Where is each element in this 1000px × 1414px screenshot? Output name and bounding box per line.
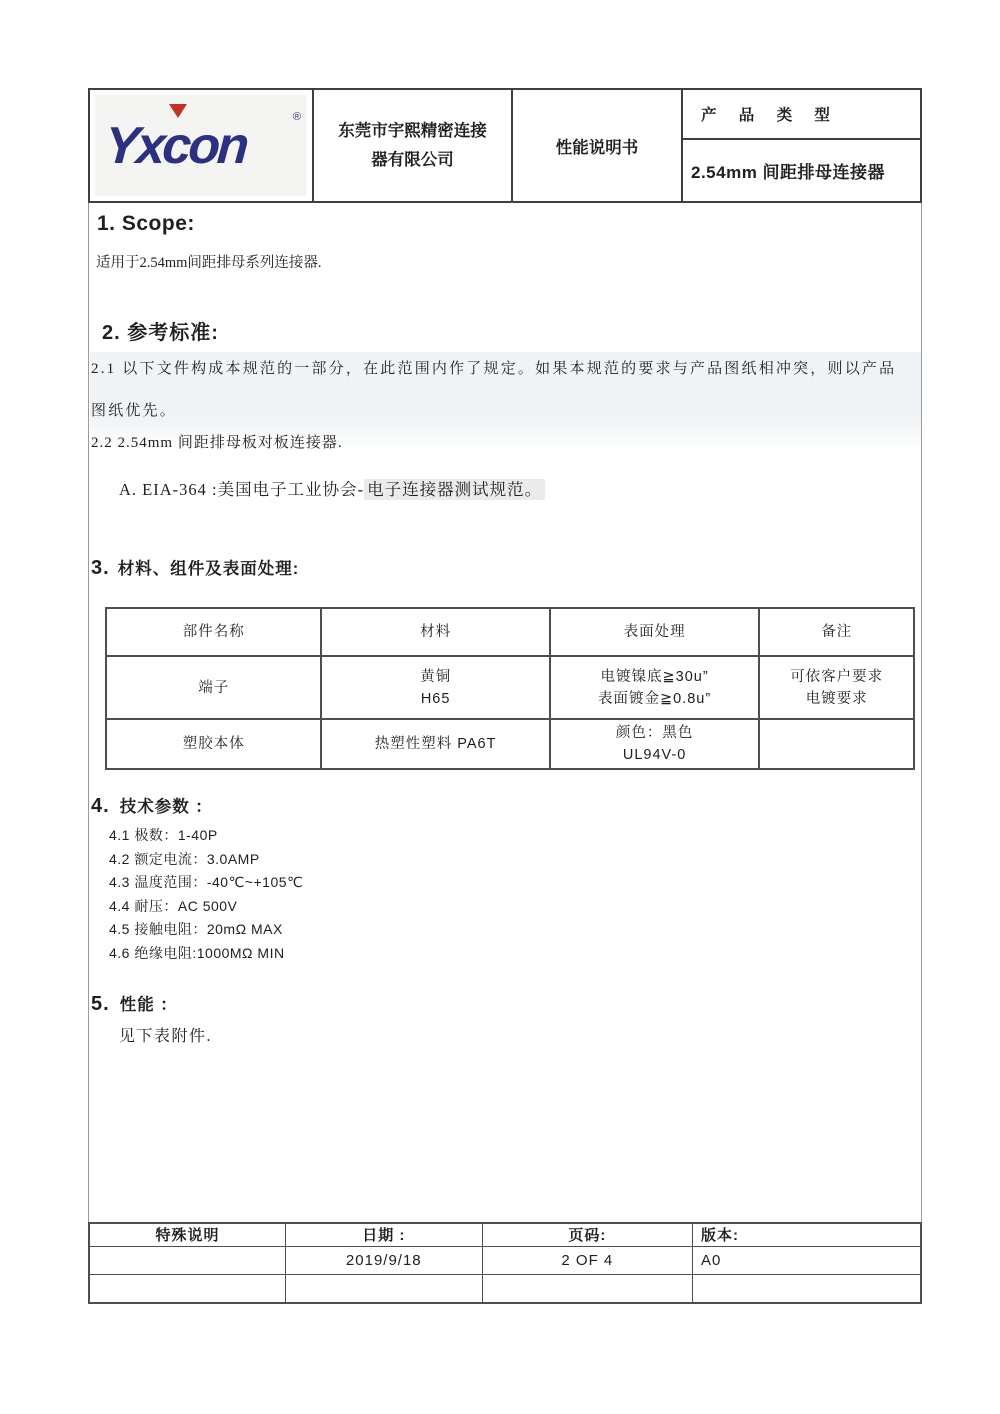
spec-item-voltage: 4.4 耐压：AC 500V [109,897,238,914]
section4-title-text: 技术参数 ： [119,798,213,816]
cell-surface [550,656,760,719]
cell-part-name: 端子 [106,656,321,719]
cell-material [321,656,549,719]
section2-highlight-band [90,352,921,451]
cell-surface [550,719,760,769]
footer-page-value: 2 OF 4 [482,1246,692,1274]
cell-surface-line1: 颜色：黑色 [615,725,694,741]
section5-title-text: 性能 ： [119,996,178,1014]
section4-title [91,793,213,818]
section3-title-text: 材料、组件及表面处理: [117,560,300,578]
section5-body: 见下表附件. [119,1028,213,1045]
reference-standard-prefix: A. EIA-364 :美国电子工业协会- [119,480,365,499]
footer-date-label: 日期 : [285,1223,482,1246]
logo-wordmark: Yxcon [102,116,249,175]
footer-special-note-value [89,1246,285,1274]
cell-note [759,656,914,719]
cell-note [759,719,914,769]
footer-empty-cell [89,1274,285,1303]
footer-special-note-label: 特殊说明 [89,1223,285,1246]
header-table [88,88,922,203]
company-name-line2: 器有限公司 [371,150,454,169]
footer-page-label: 页码: [482,1223,692,1246]
section4-number: 4. [91,795,110,817]
materials-row-housing [106,719,914,769]
section5-title [91,991,178,1016]
reference-standard-highlight: 电子连接器测试规范。 [364,479,545,500]
materials-row-terminal [106,656,914,719]
materials-header-row [106,608,914,656]
materials-header-material: 材料 [321,608,549,656]
clause-2-2: 2.2 2.54mm 间距排母板对板连接器. [91,435,343,451]
materials-header-note: 备注 [759,608,914,656]
section1-body: 适用于2.54mm间距排母系列连接器. [96,255,322,271]
spec-item-poles: 4.1 极数：1-40P [109,827,218,843]
clause-2-1-line2: 图纸优先。 [91,403,178,419]
footer-empty-row [89,1274,921,1303]
cell-material-line2: H65 [420,690,451,707]
spec-item-temperature: 4.3 温度范围：-40℃~+105℃ [109,874,304,890]
cell-part-name: 塑胶本体 [106,719,321,769]
document-type: 性能说明书 [513,90,683,201]
footer-version-label: 版本: [693,1223,921,1246]
footer-version-value: A0 [693,1246,921,1274]
materials-table [105,607,915,770]
reference-standard-note [119,476,545,500]
product-type-value: 2.54mm 间距排母连接器 [691,163,886,182]
footer-date-value: 2019/9/18 [285,1246,482,1274]
company-name [314,90,513,201]
materials-header-surface: 表面处理 [550,608,760,656]
logo-triangle-icon [169,104,187,118]
company-logo [95,95,307,196]
company-name-line1: 东莞市宇熙精密连接 [338,122,487,141]
footer-table [88,1222,922,1304]
document-body [88,203,922,1222]
footer-empty-cell [482,1274,692,1303]
section2-title: 2. 参考标准: [102,322,219,344]
section1-title: 1. Scope: [97,212,195,235]
product-type-cell [683,90,920,201]
logo-cell [90,90,314,201]
footer-values-row [89,1246,921,1274]
section3-number: 3. [91,557,110,579]
registered-trademark-icon: ® [292,111,301,123]
spec-item-insulation-resistance: 4.6 绝缘电阻:1000MΩ MIN [109,944,285,961]
spec-list [109,824,303,965]
footer-header-row [89,1223,921,1246]
materials-header-part: 部件名称 [106,608,321,656]
spec-item-contact-resistance: 4.5 接触电阻：20mΩ MAX [109,921,283,937]
spec-item-current: 4.2 额定电流：3.0AMP [109,850,260,867]
clause-2-1-line1: 2.1 以下文件构成本规范的一部分，在此范围内作了规定。如果本规范的要求与产品图纸相冲突，则以产品 [91,361,897,377]
cell-note-line1: 可依客户要求 [790,668,884,685]
section5-number: 5. [91,993,110,1015]
footer-empty-cell [693,1274,921,1303]
section3-title [91,555,299,580]
product-type-label: 产 品 类 型 [683,90,920,140]
cell-surface-line1: 电镀镍底≧30u” [600,668,709,685]
cell-material: 热塑性塑料 PA6T [321,719,549,769]
footer-empty-cell [285,1274,482,1303]
cell-material-line1: 黄铜 [420,668,452,685]
cell-surface-line2: UL94V-0 [622,747,687,763]
cell-surface-line2: 表面镀金≧0.8u” [598,690,712,707]
cell-note-line2: 电镀要求 [805,690,868,707]
